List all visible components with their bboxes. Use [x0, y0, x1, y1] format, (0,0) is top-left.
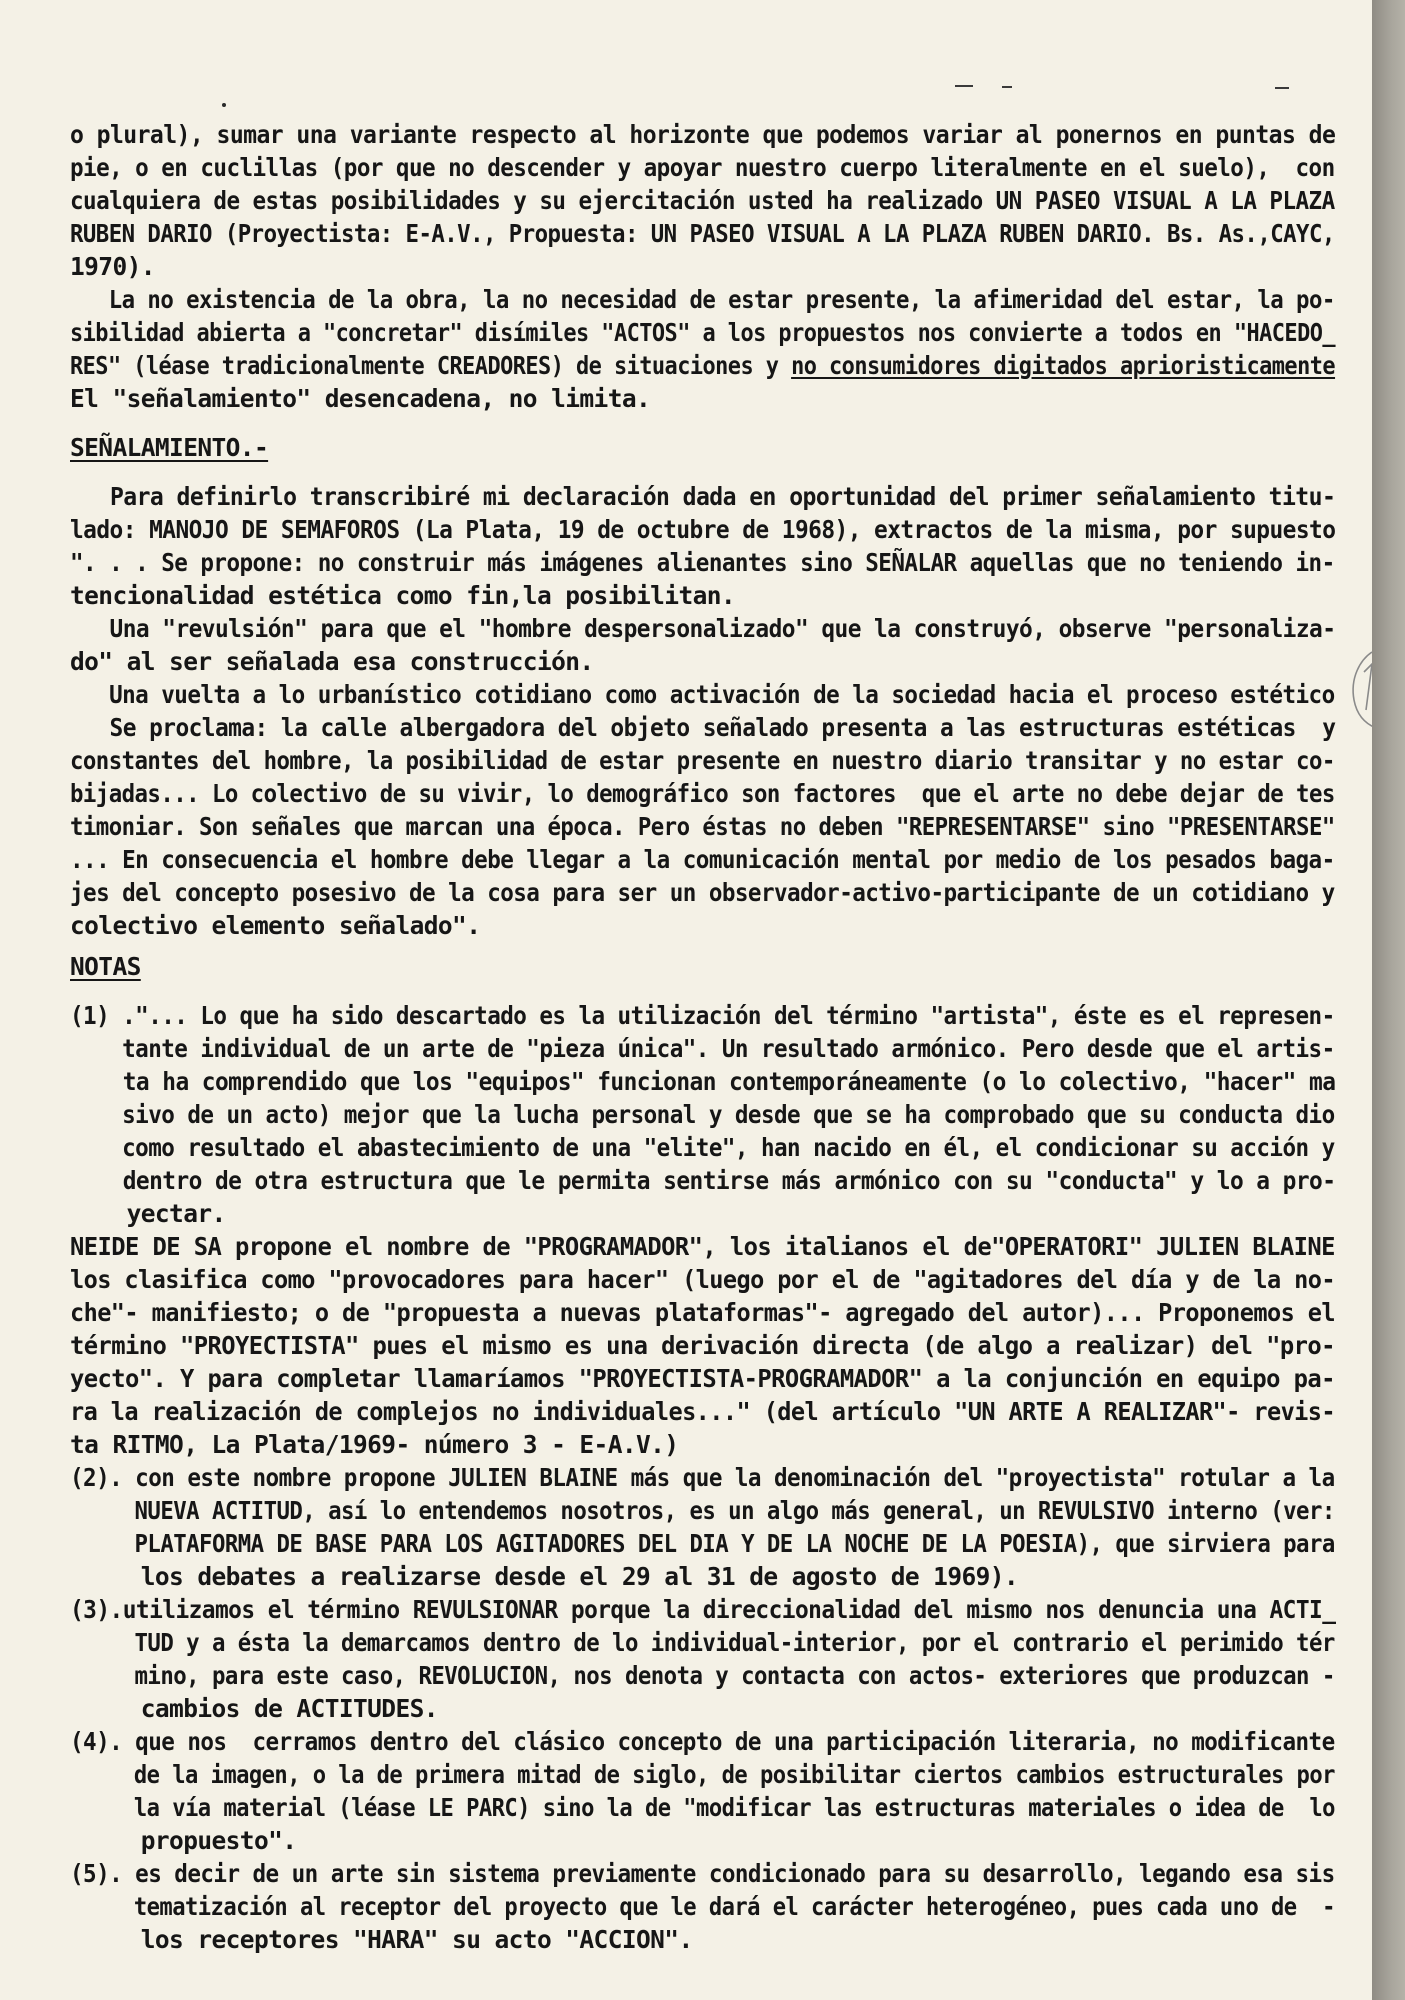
text-line: Una vuelta a lo urbanístico cotidiano como activación de la sociedad hacia el proceso estético [70, 680, 1335, 709]
text-line: ... En consecuencia el hombre debe llegar a la comunicación mental por medio de los pesados baga- [70, 845, 1335, 874]
document-body [70, 118, 1335, 1956]
note-line: (5). es decir de un arte sin sistema previamente condicionado para su desarrollo, legando esa sis [70, 1859, 1335, 1888]
text-line: ". . . Se propone: no construir más imágenes alienantes sino SEÑALAR aquellas que no teniendo in- [70, 548, 1335, 577]
text-line: constantes del hombre, la posibilidad de estar presente en nuestro diario transitar y no estar co- [70, 746, 1335, 775]
note-line: (3).utilizamos el término REVULSIONAR porque la direccionalidad del mismo nos denuncia una ACTI_ [70, 1595, 1336, 1624]
note-line: término "PROYECTISTA" pues el mismo es una derivación directa (de algo a realizar) del "pro- [70, 1331, 1335, 1360]
text-line: colectivo elemento señalado". [70, 911, 481, 940]
note-line: ta RITMO, La Plata/1969- número 3 - E-A.V.) [70, 1430, 679, 1459]
heading-text: NOTAS [70, 952, 141, 981]
note-line: tante individual de un arte de "pieza única". Un resultado armónico. Pero desde que el artis- [70, 1034, 1335, 1063]
text-line: La no existencia de la obra, la no necesidad de estar presente, la afimeridad del estar, la po- [70, 285, 1335, 314]
text-line: pie, o en cuclillas (por que no descender y apoyar nuestro cuerpo literalmente en el suelo), con [70, 153, 1335, 182]
ink-mark [1002, 86, 1012, 88]
note-line: (1) ."... Lo que ha sido descartado es la utilización del término "artista", éste es el represen- [70, 1001, 1335, 1030]
note-line: mino, para este caso, REVOLUCION, nos denota y contacta con actos- exteriores que produzcan - [70, 1661, 1335, 1690]
text-line [70, 349, 1336, 382]
note-line: ra la realización de complejos no individuales..." (del artículo "UN ARTE A REALIZAR"- revis- [70, 1397, 1335, 1426]
text-line: Para definirlo transcribiré mi declaración dada en oportunidad del primer señalamiento titu- [70, 482, 1336, 511]
note-line: NUEVA ACTITUD, así lo entendemos nosotros, es un algo más general, un REVULSIVO interno (ver: [70, 1496, 1335, 1525]
section-heading-senalamiento [70, 431, 1335, 464]
text-line: jes del concepto posesivo de la cosa para ser un observador-activo-participante de un cotidiano y [70, 878, 1335, 907]
note-line: (2). con este nombre propone JULIEN BLAINE más que la denominación del "proyectista" rotular a la [70, 1463, 1335, 1492]
note-line: como resultado el abastecimiento de una "elite", han nacido en él, el condicionar su acción y [70, 1133, 1335, 1162]
note-line: los debates a realizarse desde el 29 al 31 de agosto de 1969). [70, 1562, 1019, 1591]
text-line: Se proclama: la calle albergadora del objeto señalado presenta a las estructuras estéticas y [70, 713, 1336, 742]
note-line: ta ha comprendido que los "equipos" funcionan contemporáneamente (o lo colectivo, "hacer" ma [70, 1067, 1336, 1096]
section-heading-notas [70, 950, 1335, 983]
note-line: propuesto". [70, 1826, 297, 1855]
note-line: TUD y a ésta la demarcamos dentro de lo individual-interior, por el contrario el perimido tér [70, 1628, 1335, 1657]
heading-text: SEÑALAMIENTO.- [70, 433, 269, 462]
text-line: do" al ser señalada esa construcción. [70, 647, 594, 676]
note-line: sivo de un acto) mejor que la lucha personal y desde que se ha comprobado que su conducta dio [70, 1100, 1335, 1129]
text-line: RUBEN DARIO (Proyectista: E-A.V., Propuesta: UN PASEO VISUAL A LA PLAZA RUBEN DARIO. Bs. As.,CAYC, [70, 219, 1335, 248]
note-line: de la imagen, o la de primera mitad de siglo, de posibilitar ciertos cambios estructurales por [70, 1760, 1335, 1789]
text-line: o plural), sumar una variante respecto al horizonte que podemos variar al ponernos en puntas de [70, 120, 1336, 149]
underlined-phrase: no consumidores digitados aprioristicamente [791, 351, 1336, 380]
note-line: los clasifica como "provocadores para hacer" (luego por el de "agitadores del día y de la no- [70, 1265, 1335, 1294]
text-line: cualquiera de estas posibilidades y su ejercitación usted ha realizado UN PASEO VISUAL A LA PLAZA [70, 186, 1335, 215]
note-line: NEIDE DE SA propone el nombre de "PROGRAMADOR", los italianos el de"OPERATORI" JULIEN BLAINE [70, 1232, 1335, 1261]
text-line: 1970). [70, 252, 155, 281]
text-line: El "señalamiento" desencadena, no limita. [70, 384, 651, 413]
note-line: cambios de ACTITUDES. [70, 1694, 438, 1723]
note-line: dentro de otra estructura que le permita sentirse más armónico con su "conducta" y lo a pro- [70, 1166, 1336, 1195]
note-line: (4). que nos cerramos dentro del clásico concepto de una participación literaria, no modificante [70, 1727, 1335, 1756]
note-line: los receptores "HARA" su acto "ACCION". [70, 1925, 693, 1954]
text-line: timoniar. Son señales que marcan una época. Pero éstas no deben "REPRESENTARSE" sino "PRESENTARSE" [70, 812, 1335, 841]
text-line: bijadas... Lo colectivo de su vivir, lo demográfico son factores que el arte no debe dejar de tes [70, 779, 1335, 808]
note-line: la vía material (léase LE PARC) sino la de "modificar las estructuras materiales o idea de lo [70, 1793, 1335, 1822]
note-line: che"- manifiesto; o de "propuesta a nuevas plataformas"- agregado del autor)... Proponemos el [70, 1298, 1335, 1327]
text-line: sibilidad abierta a "concretar" disímiles "ACTOS" a los propuestos nos convierte a todos en "HACEDO_ [70, 318, 1336, 347]
text-line: lado: MANOJO DE SEMAFOROS (La Plata, 19 de octubre de 1968), extractos de la misma, por supuesto [70, 515, 1336, 544]
text-line: Una "revulsión" para que el "hombre despersonalizado" que la construyó, observe "personaliza- [70, 614, 1336, 643]
background-edge [1372, 0, 1405, 2000]
note-line: tematización al receptor del proyecto que le dará el carácter heterogéneo, pues cada uno de - [70, 1892, 1335, 1921]
text-span: RES" (léase tradicionalmente CREADORES) de situaciones y [70, 351, 792, 380]
note-line: yecto". Y para completar llamaríamos "PROYECTISTA-PROGRAMADOR" a la conjunción en equipo pa- [70, 1364, 1335, 1393]
text-line: tencionalidad estética como fin,la posibilitan. [70, 581, 736, 610]
ink-mark [955, 85, 973, 87]
note-line: yectar. [70, 1199, 226, 1228]
ink-mark [1275, 87, 1289, 89]
note-line: PLATAFORMA DE BASE PARA LOS AGITADORES DEL DIA Y DE LA NOCHE DE LA POESIA), que sirviera para [70, 1529, 1335, 1558]
ink-dot [222, 103, 226, 107]
